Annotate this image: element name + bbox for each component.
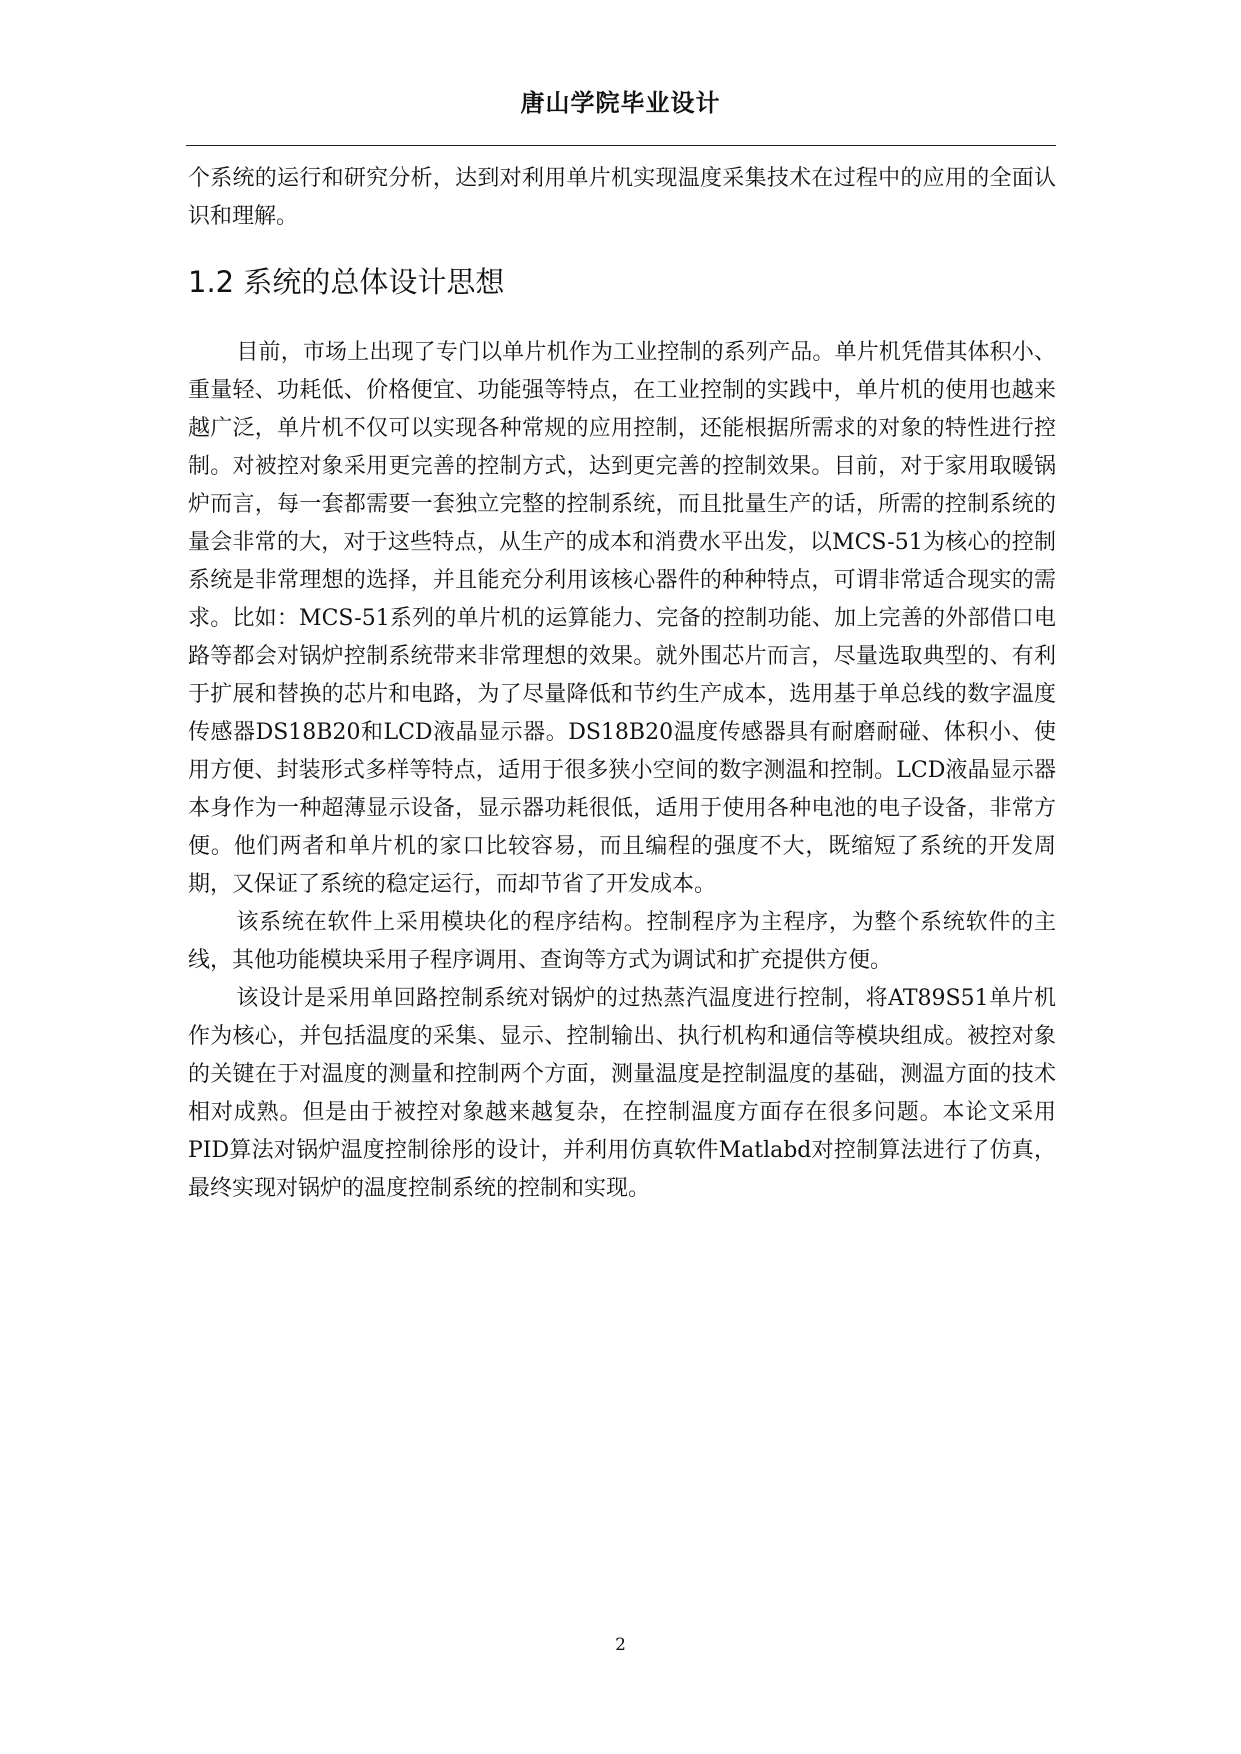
paragraph: 该系统在软件上采用模块化的程序结构。控制程序为主程序，为整个系统软件的主线，其他功能模块采用子程序调用、查询等方式为调试和扩充提供方便。	[188, 910, 1056, 973]
header-divider	[186, 145, 1056, 146]
paragraph: 目前，市场上出现了专门以单片机作为工业控制的系列产品。单片机凭借其体积小、重量轻、功耗低、价格便宜、功能强等特点，在工业控制的实践中，单片机的使用也越来越广泛，单片机不仅可以实现各种常规的应用控制，还能根据所需求的对象的特性进行控制。对被控对象采用更完善的控制方式，达到更完善的控制效果。目前，对于家用取暖锅炉而言，每一套都需要一套独立完整的控制系统，而且批量生产的话，所需的控制系统的量会非常的大，对于这些特点，从生产的成本和消费水平出发，以MCS-51为核心的控制系统是非常理想的选择，并且能充分利用该核心器件的种种特点，可谓非常适合现实的需求。比如：MCS-51系列的单片机的运算能力、完备的控制功能、加上完善的外部借口电路等都会对锅炉控制系统带来非常理想的效果。就外围芯片而言，尽量选取典型的、有利于扩展和替换的芯片和电路，为了尽量降低和节约生产成本，选用基于单总线的数字温度传感器DS18B20和LCD液晶显示器。DS18B20温度传感器具有耐磨耐碰、体积小、使用方便、封装形式多样等特点，适用于很多狭小空间的数字测温和控制。LCD液晶显示器本身作为一种超薄显示设备，显示器功耗很低，适用于使用各种电池的电子设备，非常方便。他们两者和单片机的家口比较容易，而且编程的强度不大，既缩短了系统的开发周期，又保证了系统的稳定运行，而却节省了开发成本。	[188, 340, 1056, 897]
page-number: 2	[615, 1635, 626, 1655]
page-header-title: 唐山学院毕业设计	[520, 89, 721, 117]
section-heading: 1.2 系统的总体设计思想	[188, 265, 505, 299]
paragraph: 该设计是采用单回路控制系统对锅炉的过热蒸汽温度进行控制，将AT89S51单片机作为核心，并包括温度的采集、显示、控制输出、执行机构和通信等模块组成。被控对象的关键在于对温度的测量和控制两个方面，测量温度是控制温度的基础，测温方面的技术相对成熟。但是由于被控对象越来越复杂，在控制温度方面存在很多问题。本论文采用PID算法对锅炉温度控制徐彤的设计，并利用仿真软件Matlabd对控制算法进行了仿真，最终实现对锅炉的温度控制系统的控制和实现。	[188, 986, 1056, 1201]
intro-paragraph: 个系统的运行和研究分析，达到对利用单片机实现温度采集技术在过程中的应用的全面认识和理解。	[188, 166, 1056, 229]
section-body	[188, 334, 1056, 1208]
